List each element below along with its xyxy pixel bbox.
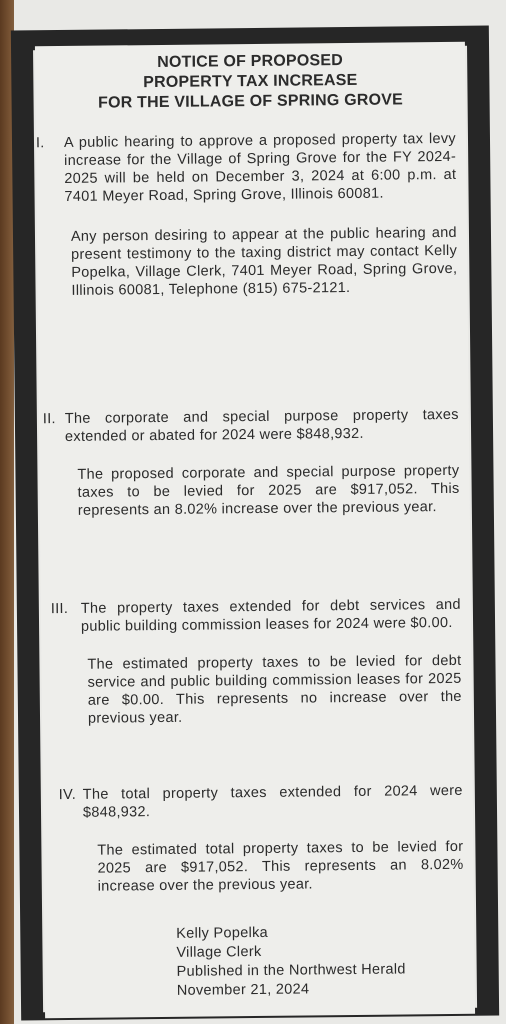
section-2: [43, 406, 460, 520]
section-paragraph: The corporate and special purpose property taxes extended or abated for 2024 were $848,932.: [64, 406, 459, 445]
publication-line: Published in the Northwest Herald: [176, 961, 406, 980]
section-number: III.: [50, 600, 69, 618]
section-1: [36, 130, 458, 300]
section-paragraph: The estimated total property taxes to be levied for 2025 are $917,052. This represents an 8.02% increase over the previous year.: [97, 838, 464, 895]
title-line: PROPERTY TAX INCREASE: [143, 71, 358, 92]
signer-title: Village Clerk: [176, 943, 262, 961]
title-line: NOTICE OF PROPOSED: [157, 52, 344, 71]
section-3: [51, 596, 462, 728]
section-paragraph: The proposed corporate and special purpose property taxes to be levied for 2025 are $917,052. This represents an 8.02% increase over the previous year.: [77, 462, 460, 519]
section-number: IV.: [58, 786, 77, 804]
signer-name: Kelly Popelka: [176, 924, 269, 942]
section-paragraph: The estimated property taxes to be levied for debt service and public building commission leases for 2025 are $0.00. This represents no increase over the previous year.: [87, 652, 462, 727]
section-paragraph: The property taxes extended for debt services and public building commission leases for 2024 were $0.00.: [80, 596, 461, 635]
section-paragraph: Any person desiring to appear at the public hearing and present testimony to the taxing district may contact Kelly Popelka, Village Clerk, 7401 Meyer Road, Spring Grove, Illinois 60081, Telephone (815) 675-2121.: [70, 224, 458, 299]
signature-block: [176, 922, 406, 1000]
section-paragraph: A public hearing to approve a proposed property tax levy increase for the Village of Spring Grove for the FY 2024-2025 will be held on December 3, 2024 at 6:00 p.m. at 7401 Meyer Road, Spring Grove, Illinois 60081.: [63, 130, 457, 205]
legal-notice: [35, 42, 475, 1018]
title-line: FOR THE VILLAGE OF SPRING GROVE: [97, 91, 404, 112]
publication-date: November 21, 2024: [176, 981, 310, 999]
section-number: II.: [42, 411, 56, 428]
section-4: [59, 782, 464, 896]
section-number: I.: [35, 135, 45, 152]
notice-title: [35, 50, 466, 114]
section-paragraph: The total property taxes extended for 2024 were $848,932.: [82, 782, 463, 821]
